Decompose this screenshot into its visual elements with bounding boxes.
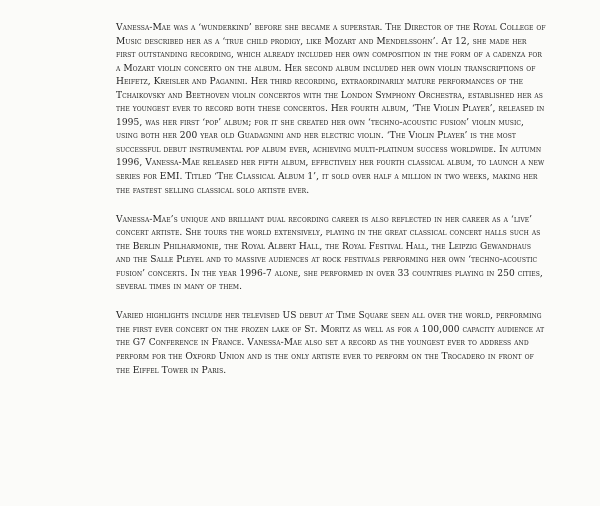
paragraph-recording-career: Vanessa-Mae was a ‘wunderkind’ before she became a superstar. The Director of the Royal College of Music described her as a ‘true child prodigy, like Mozart and Mendelssohn’. At 12, she made her first outstanding recording, which already included her own composition in the form of a cadenza for a Mozart violin concerto on the album. Her second album included her own violin transcriptions of Heifetz, Kreisler and Paganini. Her third recording, extraordinarily mature performances of the Tchaikovsky and Beethoven violin concertos with the London Symphony Orchestra, established her as the youngest ever to record both these concertos. Her fourth album, ‘The Violin Player’, released in 1995, was her first ‘pop’ album; for it she created her own ‘techno-acoustic fusion’ violin music, using both her 200 year old Guadagnini and her electric violin. ‘The Violin Player’ is the most successful debut instrumental pop album ever, achieving multi-platinum success worldwide. In autumn 1996, Vanessa-Mae released her fifth album, effectively her fourth classical album, to launch a new series for EMI. Titled ‘The Classical Album 1’, it sold over half a million in two weeks, making her the fastest selling classical solo artiste ever.	[116, 23, 546, 196]
paragraph-concert-career: Vanessa-Mae’s unique and brilliant dual recording career is also reflected in her career as a ‘live’ concert artiste. She tours the world extensively, playing in the great classical concert halls such as the Berlin Philharmonie, the Royal Albert Hall, the Royal Festival Hall, the Leipzig Gewandhaus and the Salle Pleyel and to massive audiences at rock festivals performing her own ‘techno-acoustic fusion’ concerts. In the year 1996-7 alone, she performed in over 33 countries playing in 250 cities, several times in many of them.	[116, 214, 543, 293]
paragraph-highlights: Varied highlights include her televised US debut at Time Square seen all over the world, performing the first ever concert on the frozen lake of St. Moritz as well as for a 100,000 capacity audience at the G7 Conference in France. Vanessa-Mae also set a record as the youngest ever to address and perform for the Oxford Union and is the only artiste ever to perform on the Trocadero in front of the Eiffel Tower in Paris.	[116, 311, 545, 376]
text-column	[116, 22, 548, 394]
